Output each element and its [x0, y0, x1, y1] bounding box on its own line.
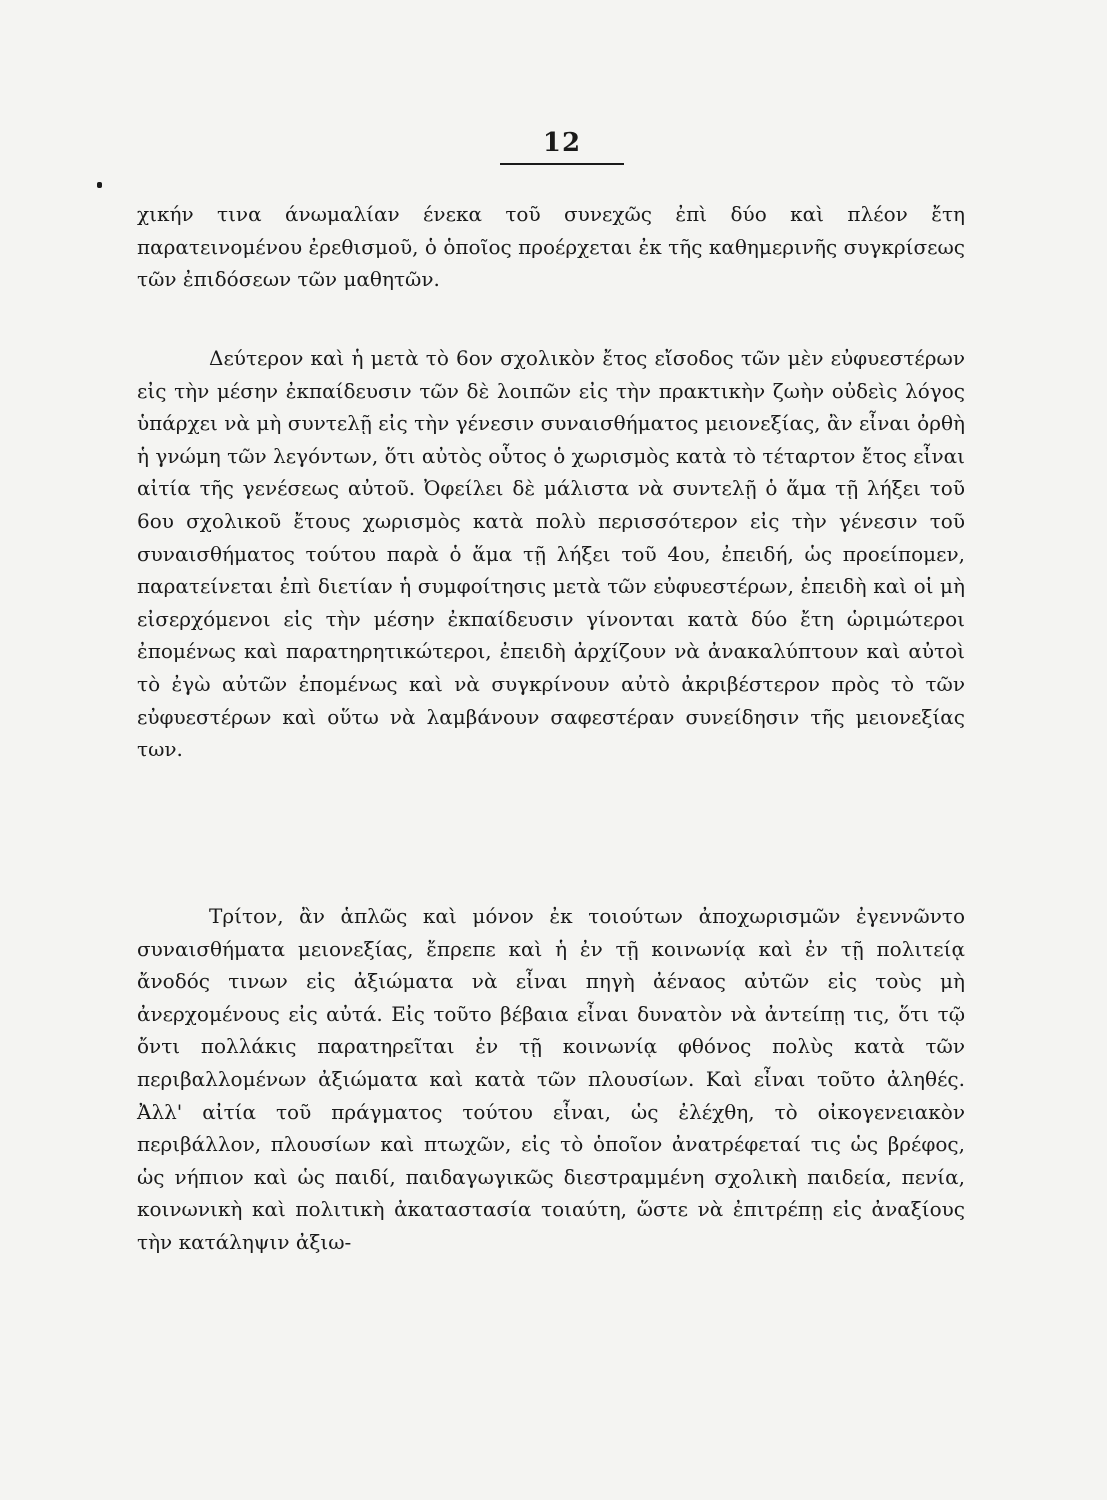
paragraph-continuation: [137, 198, 965, 296]
paragraph-text: χικήν τινα άνωμαλίαν ένεκα τοῦ συνεχῶς ἐπὶ δύο καὶ πλέον ἔτη παρατεινομένου ἐρεθισμοῦ, ὁ ὁποῖος προέρχεται ἐκ τῆς καθημερινῆς συγκρίσεως τῶν ἐπιδόσεων τῶν μαθητῶν.: [137, 202, 965, 292]
ink-speck: [97, 182, 102, 188]
page-number-rule: [500, 163, 624, 165]
paragraph-text: Δεύτερον καὶ ἡ μετὰ τὸ 6ον σχολικὸν ἔτος εἴσοδος τῶν μὲν εὐφυεστέρων εἰς τὴν μέσην ἐκπαίδευσιν τῶν δὲ λοιπῶν εἰς τὴν πρακτικὴν ζωὴν οὐδεὶς λόγος ὑπάρχει νὰ μὴ συντελῇ εἰς τὴν γένεσιν συναισθήματος μειονεξίας, ἂν εἶναι ὀρθὴ ἡ γνώμη τῶν λεγόντων, ὅτι αὐτὸς οὗτος ὁ χωρισμὸς κατὰ τὸ τέταρτον ἔτος εἶναι αἰτία τῆς γενέσεως αὐτοῦ. Ὀφείλει δὲ μάλιστα νὰ συντελῇ ὁ ἅμα τῇ λήξει τοῦ 6ου σχολικοῦ ἔτους χωρισμὸς κατὰ πολὺ περισσότερον εἰς τὴν γένεσιν τοῦ συναισθήματος τούτου παρὰ ὁ ἅμα τῇ λήξει τοῦ 4ου, ἐπειδή, ὡς προείπομεν, παρατείνεται ἐπὶ διετίαν ἡ συμφοίτησις μετὰ τῶν εὐφυεστέρων, ἐπειδὴ καὶ οἱ μὴ εἰσερχόμενοι εἰς τὴν μέσην ἐκπαίδευσιν γίνονται κατὰ δύο ἔτη ὡριμώτεροι ἐπομένως καὶ παρατηρητικώτεροι, ἐπειδὴ ἀρχίζουν νὰ ἀνακαλύπτουν καὶ αὐτοὶ τὸ ἐγὼ αὐτῶν ἐπομένως καὶ νὰ συγκρίνουν αὐτὸ ἀκριβέστερον πρὸς τὸ τῶν εὐφυεστέρων καὶ οὕτω νὰ λαμβάνουν σαφεστέραν συνείδησιν τῆς μειονεξίας των.: [137, 346, 965, 762]
paragraph-third-point: [137, 900, 965, 1259]
paragraph-second-point: [137, 342, 965, 766]
page-number: 12: [542, 128, 582, 158]
paragraph-text: Τρίτον, ἂν ἁπλῶς καὶ μόνον ἐκ τοιούτων ἀποχωρισμῶν ἐγεννῶντο συναισθήματα μειονεξίας, ἔπρεπε καὶ ἡ ἐν τῇ κοινωνίᾳ καὶ ἐν τῇ πολιτείᾳ ἄνοδός τινων εἰς ἀξιώματα νὰ εἶναι πηγὴ ἀέναος αὐτῶν εἰς τοὺς μὴ ἀνερχομένους εἰς αὐτά. Εἰς τοῦτο βέβαια εἶναι δυνατὸν νὰ ἀντείπῃ τις, ὅτι τῷ ὄντι πολλάκις παρατηρεῖται ἐν τῇ κοινωνίᾳ φθόνος πολὺς κατὰ τῶν περιβαλλομένων ἀξιώματα καὶ κατὰ τῶν πλουσίων. Καὶ εἶναι τοῦτο ἀληθές. Ἀλλ' αἰτία τοῦ πράγματος τούτου εἶναι, ὡς ἐλέχθη, τὸ οἰκογενειακὸν περιβάλλον, πλουσίων καὶ πτωχῶν, εἰς τὸ ὁποῖον ἀνατρέφεταί τις ὡς βρέφος, ὡς νήπιον καὶ ὡς παιδί, παιδαγωγικῶς διεστραμμένη σχολικὴ παιδεία, πενία, κοινωνικὴ καὶ πολιτικὴ ἀκαταστασία τοιαύτη, ὥστε νὰ ἐπιτρέπῃ εἰς ἀναξίους τὴν κατάληψιν ἀξιω-: [137, 904, 965, 1254]
